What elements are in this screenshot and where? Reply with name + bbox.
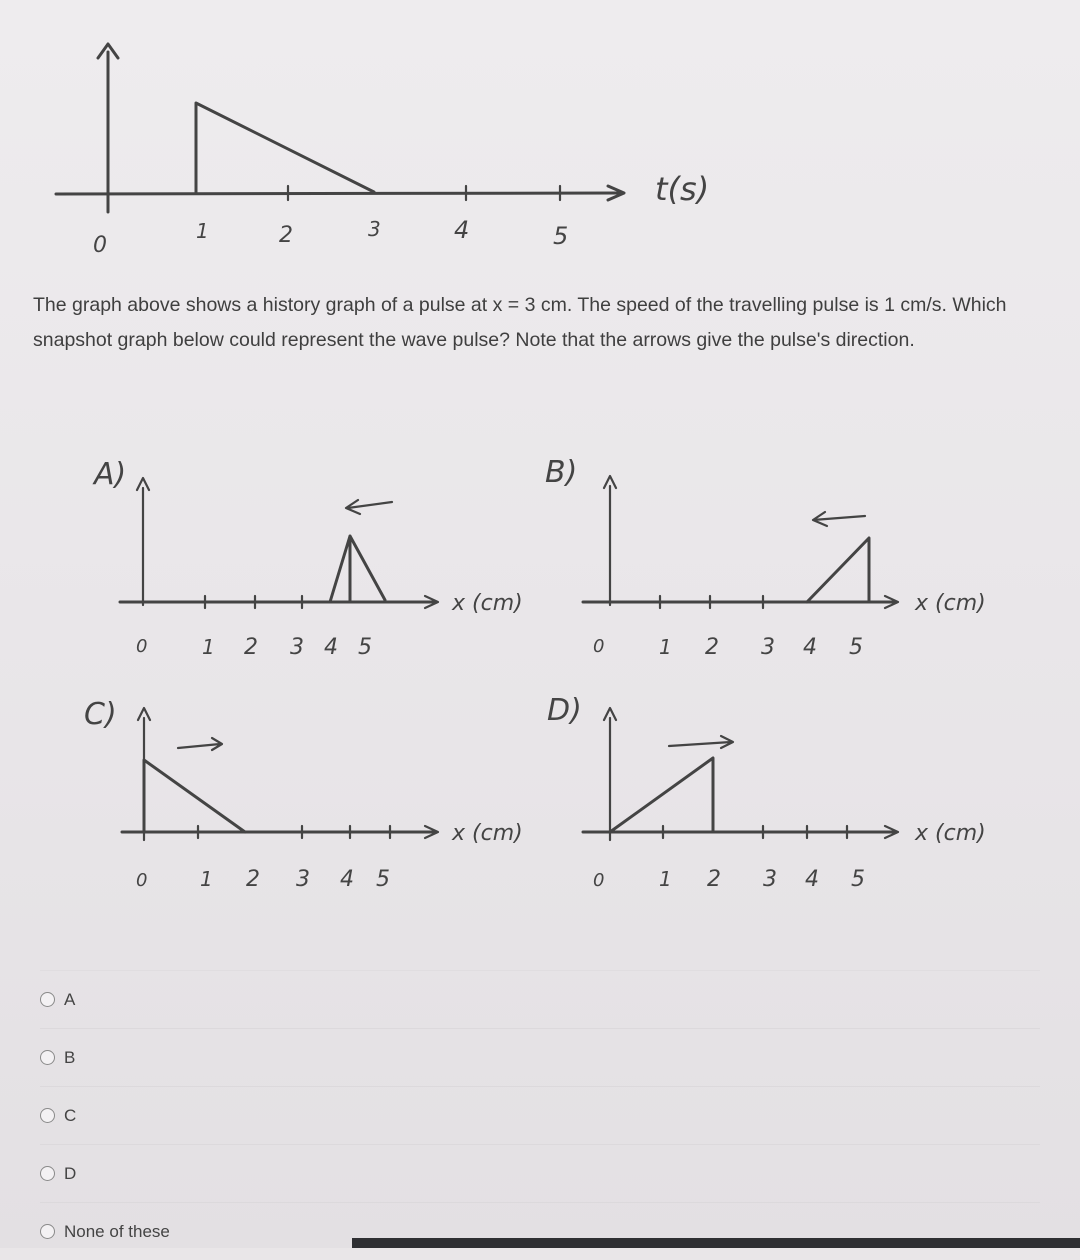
- option-a[interactable]: [40, 970, 1040, 1028]
- radio-button-a[interactable]: [40, 992, 55, 1007]
- radio-button-d[interactable]: [40, 1166, 55, 1181]
- option-a-label: A: [64, 989, 76, 1009]
- snapshot-d-origin: 0: [593, 870, 605, 891]
- snapshot-d-label: D): [547, 693, 582, 728]
- snapshot-a-tick-3: 3: [290, 635, 304, 660]
- snapshot-d-arrow: [669, 736, 733, 748]
- snapshot-d-tick-3: 3: [763, 867, 777, 892]
- history-graph: [0, 0, 1080, 280]
- snapshot-a-origin: 0: [136, 636, 148, 657]
- history-tick-2: 2: [279, 223, 293, 248]
- snapshot-b-axis-label: x (cm): [915, 591, 986, 616]
- snapshot-c-tick-3: 3: [296, 867, 310, 892]
- option-b[interactable]: [40, 1028, 1040, 1086]
- history-axis-label: t(s): [655, 170, 710, 208]
- option-c-label: C: [64, 1105, 77, 1125]
- snapshot-c-label: C): [84, 697, 117, 732]
- snapshot-b-tick-3: 3: [761, 635, 775, 660]
- snapshot-c-tick-5: 5: [376, 867, 390, 892]
- screen-bezel-bar: [352, 1238, 1080, 1248]
- snapshot-b-tick-4: 4: [803, 635, 817, 660]
- radio-button-b[interactable]: [40, 1050, 55, 1065]
- option-b-label: B: [64, 1047, 76, 1067]
- snapshot-a-axis-label: x (cm): [452, 591, 523, 616]
- snapshot-c-tick-4: 4: [340, 867, 354, 892]
- snapshot-c-arrow: [178, 738, 222, 750]
- option-d-label: D: [64, 1163, 77, 1183]
- snapshot-a-tick-5: 5: [358, 635, 372, 660]
- option-none[interactable]: [40, 1202, 1040, 1260]
- snapshot-d: [535, 680, 1035, 900]
- snapshot-a-arrow: [346, 500, 392, 514]
- snapshot-b-tick-2: 2: [705, 635, 719, 660]
- snapshot-a-tick-4: 4: [324, 635, 338, 660]
- snapshot-c: [80, 680, 560, 900]
- snapshot-d-axis-label: x (cm): [915, 821, 986, 846]
- snapshot-d-pulse: [610, 758, 713, 832]
- snapshot-b-arrow: [813, 512, 865, 526]
- snapshot-a-pulse: [330, 536, 385, 602]
- option-none-label: None of these: [64, 1221, 170, 1241]
- snapshot-d-tick-1: 1: [659, 867, 672, 891]
- snapshot-d-tick-4: 4: [805, 867, 819, 892]
- snapshot-b-tick-5: 5: [849, 635, 863, 660]
- snapshot-a-tick-2: 2: [244, 635, 258, 660]
- snapshot-c-origin: 0: [136, 870, 148, 891]
- snapshot-a-label: A): [94, 457, 127, 492]
- snapshot-a: [80, 440, 560, 670]
- snapshot-a-tick-1: 1: [202, 635, 215, 659]
- snapshot-c-pulse: [144, 760, 245, 832]
- answer-options: [40, 970, 1040, 1260]
- option-c[interactable]: [40, 1086, 1040, 1144]
- question-text: The graph above shows a history graph of a pulse at x = 3 cm. The speed of the travelling pulse is 1 cm/s. Which snapshot graph below could represent the wave pulse? Note that the arrows give the pulse's direction.: [33, 294, 1007, 351]
- snapshot-b-pulse: [807, 538, 869, 602]
- snapshot-d-tick-5: 5: [851, 867, 865, 892]
- option-d[interactable]: [40, 1144, 1040, 1202]
- snapshot-b-origin: 0: [593, 636, 605, 657]
- history-pulse: [196, 103, 374, 192]
- snapshot-b-tick-1: 1: [659, 635, 672, 659]
- history-tick-1: 1: [196, 219, 209, 243]
- history-tick-4: 4: [454, 216, 470, 244]
- snapshot-c-tick-1: 1: [200, 867, 213, 891]
- snapshot-b: [535, 440, 1035, 670]
- snapshot-c-axis-label: x (cm): [452, 821, 523, 846]
- snapshot-d-tick-2: 2: [707, 867, 721, 892]
- history-tick-5: 5: [553, 222, 569, 250]
- radio-button-none[interactable]: [40, 1224, 55, 1239]
- radio-button-c[interactable]: [40, 1108, 55, 1123]
- history-origin-label: 0: [93, 233, 107, 258]
- history-tick-3: 3: [368, 217, 381, 241]
- snapshot-c-tick-2: 2: [246, 867, 260, 892]
- snapshot-b-label: B): [545, 455, 578, 490]
